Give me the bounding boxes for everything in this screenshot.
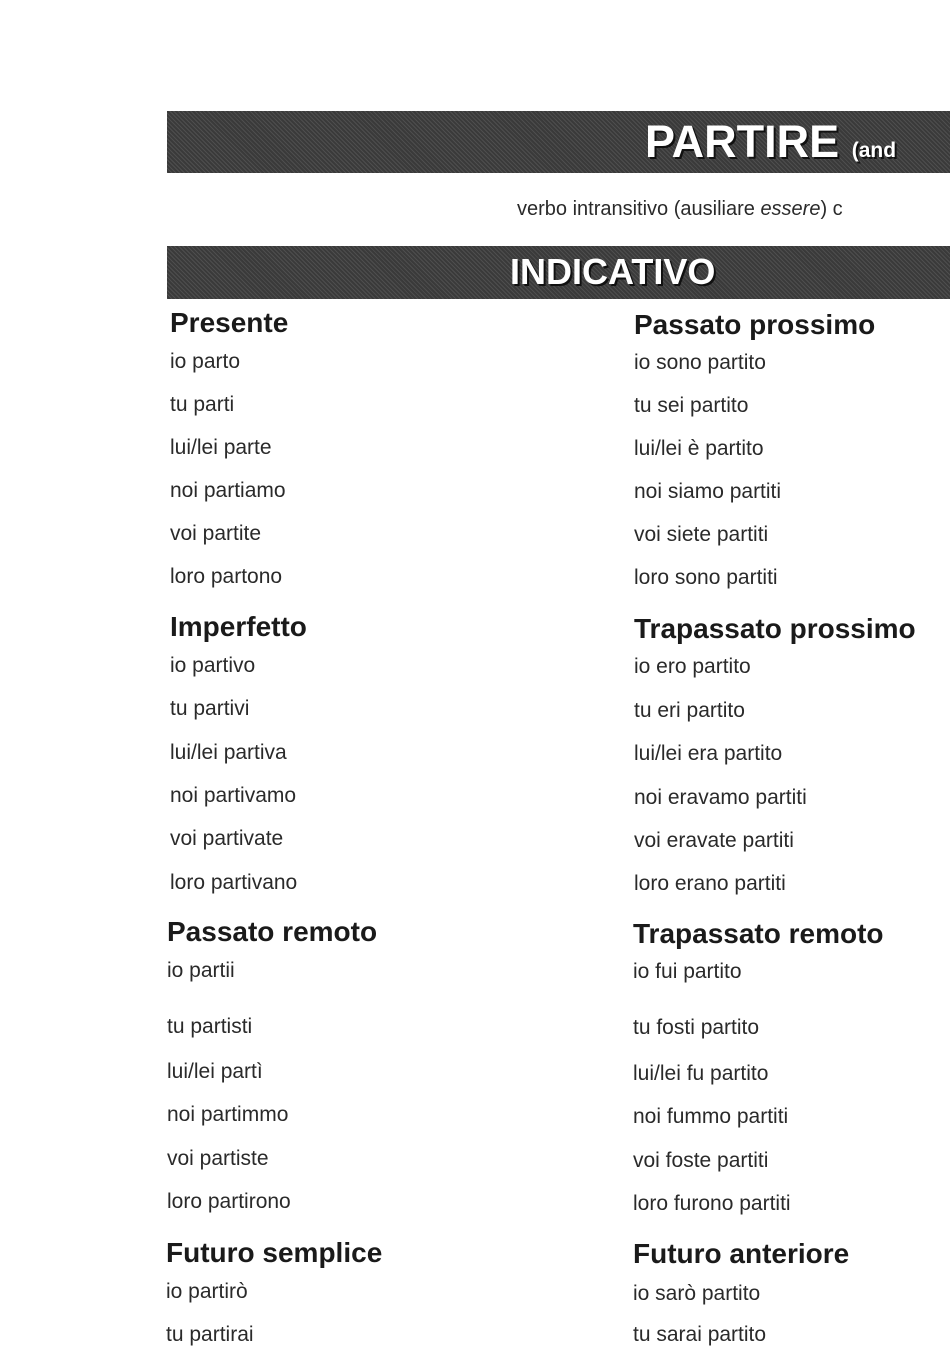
conjugation-form: tu partirai — [166, 1323, 254, 1346]
conjugation-form: lui/lei è partito — [634, 437, 764, 460]
conjugation-form: voi siete partiti — [634, 523, 769, 546]
conjugation-form: tu sei partito — [634, 394, 749, 417]
conjugation-form: io sono partito — [634, 351, 766, 374]
verb-title: PARTIRE — [645, 116, 840, 167]
conjugation-form: noi fummo partiti — [633, 1105, 789, 1128]
conjugation-form: tu parti — [170, 393, 235, 416]
conjugation-form: lui/lei fu partito — [633, 1062, 769, 1085]
page-title — [645, 117, 896, 173]
section-title: INDICATIVO — [510, 251, 716, 292]
conjugation-form: lui/lei partì — [167, 1060, 263, 1083]
tense-heading-passato-prossimo: Passato prossimo — [634, 309, 876, 340]
conjugation-form: loro sono partiti — [634, 566, 778, 589]
conjugation-form: loro partono — [170, 565, 283, 588]
conjugation-form: tu sarai partito — [633, 1323, 767, 1346]
conjugation-form: lui/lei parte — [170, 436, 272, 459]
conjugation-form: voi partite — [170, 522, 262, 545]
conjugation-form: noi siamo partiti — [634, 480, 782, 503]
conjugation-form: io parto — [170, 350, 241, 373]
conjugation-form: voi partivate — [170, 827, 284, 850]
conjugation-form: lui/lei partiva — [170, 741, 287, 764]
conjugation-form: noi partiamo — [170, 479, 286, 502]
conjugation-form: io partivo — [170, 654, 256, 677]
verb-description-end: ) c — [820, 198, 843, 220]
auxiliary-verb: essere — [760, 198, 821, 220]
conjugation-form: voi eravate partiti — [634, 829, 794, 852]
conjugation-form: noi eravamo partiti — [634, 786, 807, 809]
verb-gloss: (and — [851, 139, 897, 162]
conjugation-form: loro furono partiti — [633, 1192, 791, 1215]
conjugation-form: io fui partito — [633, 960, 742, 983]
conjugation-form: io sarò partito — [633, 1282, 761, 1305]
conjugation-form: loro partivano — [170, 871, 298, 894]
conjugation-form: tu partivi — [170, 697, 250, 720]
conjugation-form: tu eri partito — [634, 699, 745, 722]
tense-heading-futuro-anteriore: Futuro anteriore — [633, 1238, 850, 1269]
conjugation-form: loro partirono — [167, 1190, 291, 1213]
conjugation-form: io partii — [167, 959, 235, 982]
conjugation-form: io partirò — [166, 1280, 248, 1303]
conjugation-form: noi partivamo — [170, 784, 297, 807]
tense-heading-trapassato-prossimo: Trapassato prossimo — [634, 613, 916, 644]
section-banner — [167, 246, 950, 299]
tense-heading-imperfetto: Imperfetto — [170, 611, 307, 642]
conjugation-form: voi foste partiti — [633, 1149, 769, 1172]
tense-heading-trapassato-remoto: Trapassato remoto — [633, 918, 884, 949]
conjugation-form: voi partiste — [167, 1147, 269, 1170]
tense-heading-presente: Presente — [170, 307, 289, 338]
conjugation-form: noi partimmo — [167, 1103, 289, 1126]
verb-description-text: verbo intransitivo (ausiliare — [517, 198, 761, 220]
conjugation-form: lui/lei era partito — [634, 742, 783, 765]
conjugation-form: tu partisti — [167, 1015, 253, 1038]
tense-heading-futuro-semplice: Futuro semplice — [166, 1237, 383, 1268]
conjugation-form: loro erano partiti — [634, 872, 786, 895]
tense-heading-passato-remoto: Passato remoto — [167, 916, 378, 947]
conjugation-form: tu fosti partito — [633, 1016, 760, 1039]
verb-description — [517, 198, 843, 221]
conjugation-form: io ero partito — [634, 655, 751, 678]
title-banner — [167, 111, 950, 173]
